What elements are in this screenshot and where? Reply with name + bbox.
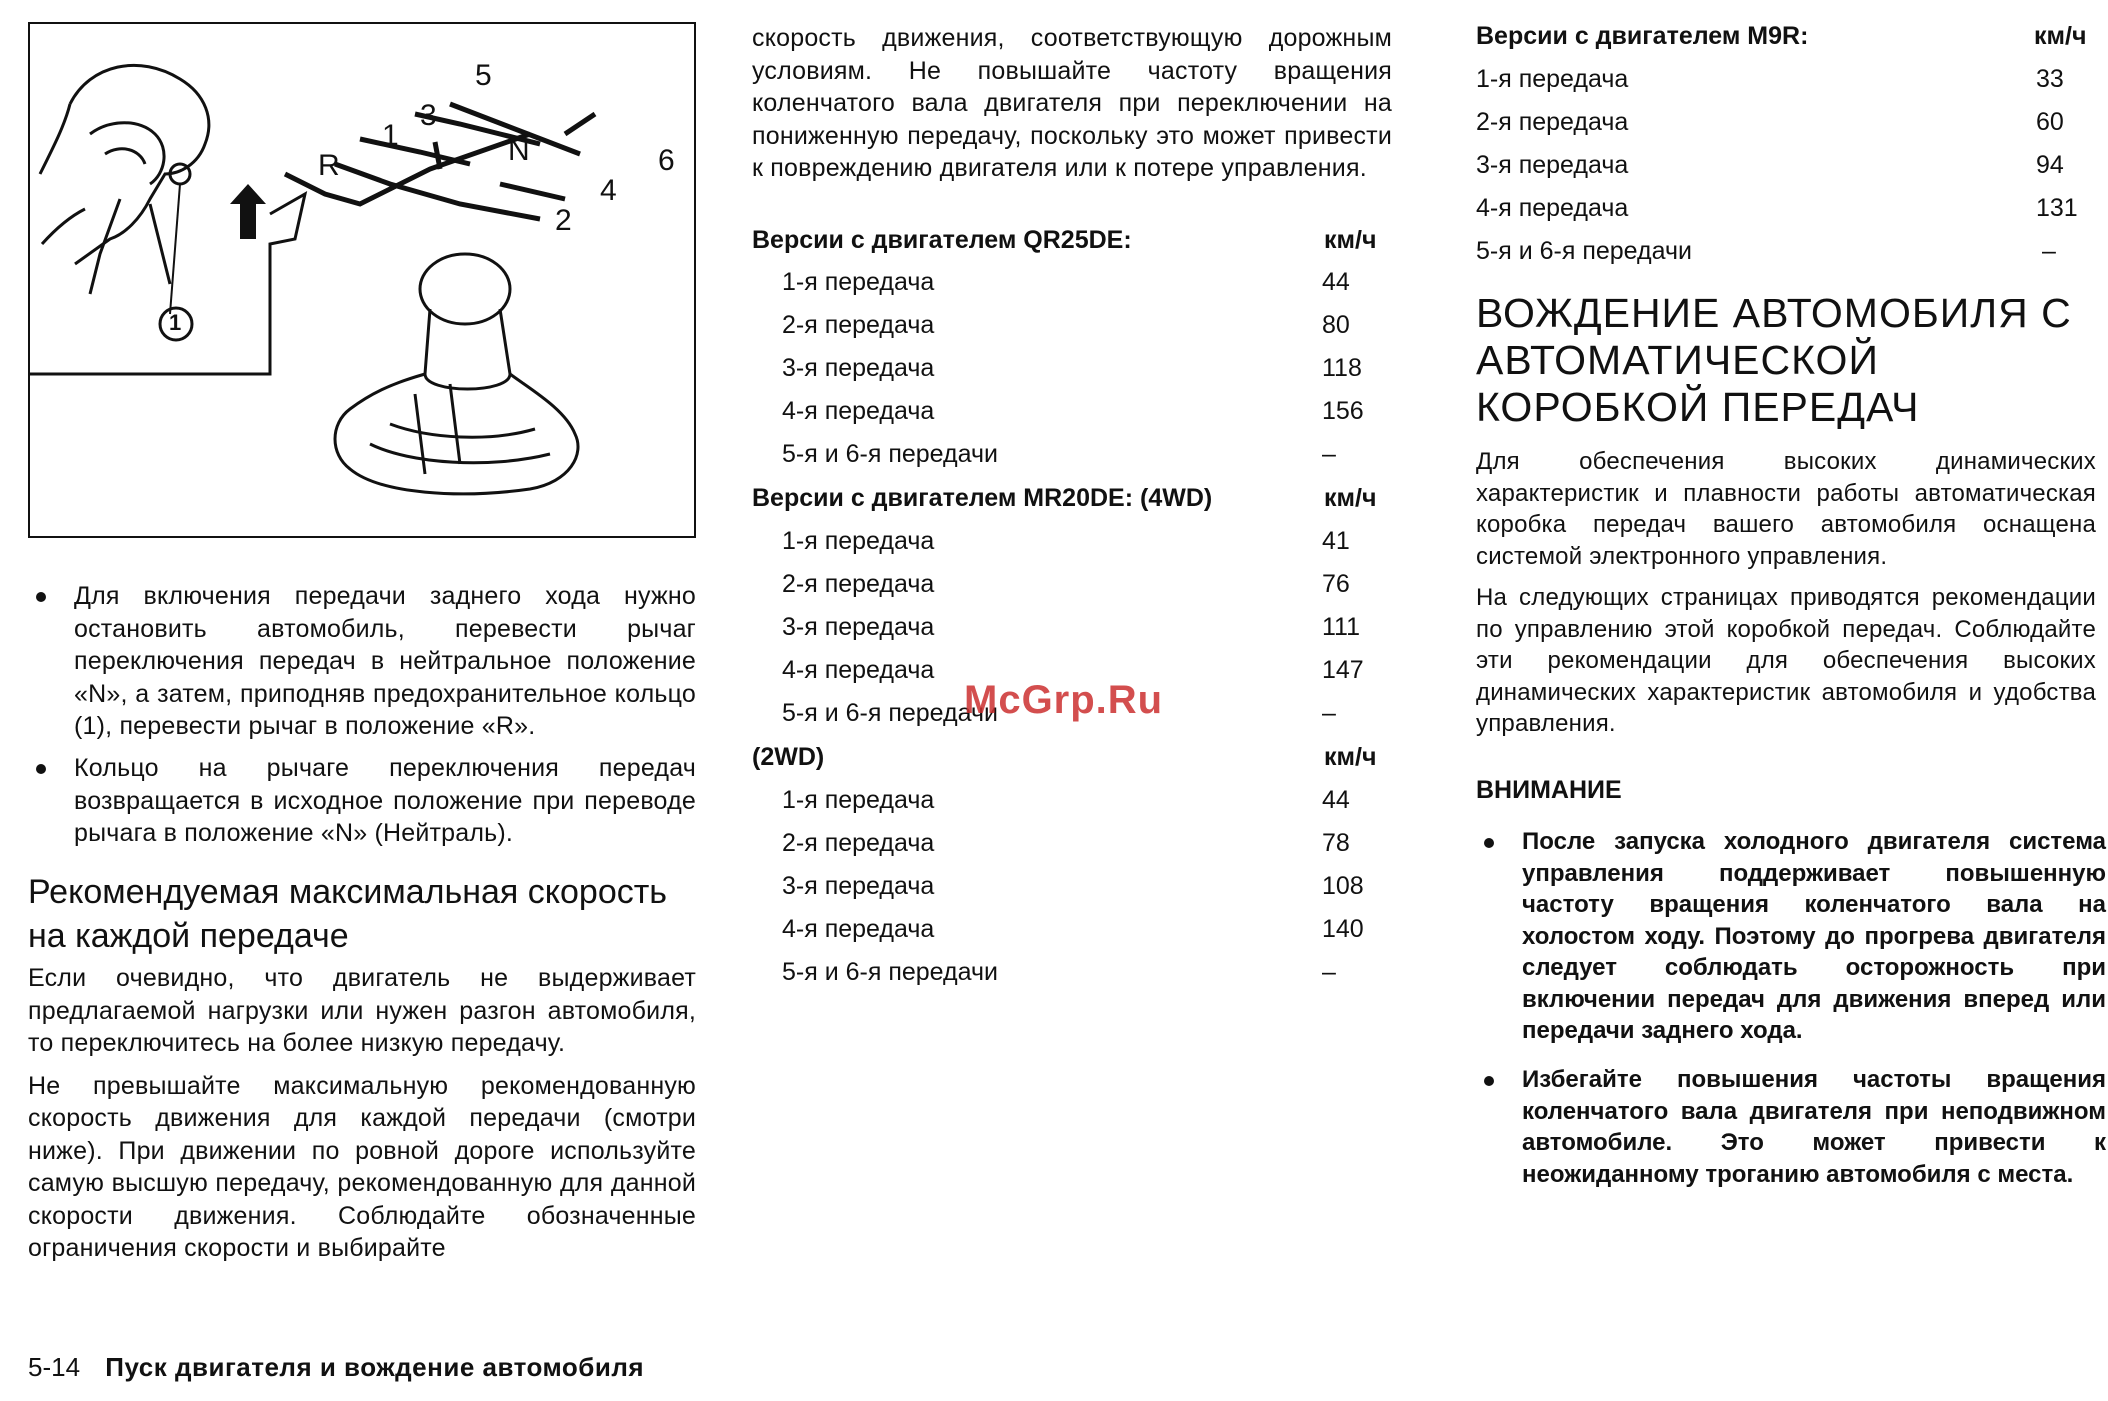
- speed-value: 108: [1322, 872, 1364, 900]
- speed-value: 80: [1322, 311, 1350, 339]
- table-row: 1-я передача: [782, 268, 935, 296]
- speed-value: 156: [1322, 397, 1364, 425]
- table-heading: Версии с двигателем QR25DE: км/ч: [752, 226, 1377, 254]
- list-item: [28, 752, 696, 850]
- gear-shift-illustration: [28, 22, 696, 538]
- table-row: 4-я передача: [1476, 194, 1629, 222]
- intro-text: скорость движения, соответствующую дорожным условиям. Не повышайте частоту вращения коленчатого вала двигателя при переключении на пониженную передачу, поскольку это может привести к повреждению двигателя или к потере управления.: [752, 24, 1392, 182]
- bullet-text: Для включения передачи заднего хода нужно остановить автомобиль, перевести рычаг переключения передач в нейтральное положение «N», а затем, приподняв предохранительное кольцо (1), перевести рычаг в положение «R».: [74, 582, 696, 740]
- speed-value: 76: [1322, 570, 1350, 598]
- shift-knob-icon: [335, 254, 578, 494]
- speed-value: 147: [1322, 656, 1364, 684]
- gear-label-5: 5: [475, 59, 492, 92]
- gear-label-2: 2: [555, 204, 572, 237]
- speed-value: 33: [2036, 65, 2064, 93]
- bullet-icon: [36, 592, 46, 602]
- body-text: [1476, 446, 2096, 750]
- table-row: 5-я и 6-я передачи: [782, 699, 998, 727]
- paragraph: Если очевидно, что двигатель не выдерживает предлагаемой нагрузки или нужен разгон автомобиля, то переключитесь на более низкую передачу.: [28, 964, 696, 1057]
- speed-value: –: [1322, 958, 1336, 986]
- callout-number: 1: [169, 310, 182, 335]
- speed-value: 118: [1322, 354, 1362, 382]
- section-subheading: Рекомендуемая максимальная скорость на каждой передаче: [28, 873, 668, 955]
- bullet-icon: [1484, 1076, 1494, 1086]
- bullet-icon: [36, 764, 46, 774]
- table-row: 2-я передача: [782, 311, 935, 339]
- gear-label-n: N: [508, 134, 530, 167]
- bullet-icon: [1484, 838, 1494, 848]
- table-heading: Версии с двигателем M9R: км/ч: [1476, 22, 2087, 50]
- table-row: 5-я и 6-я передачи: [782, 440, 998, 468]
- speed-value: 44: [1322, 786, 1350, 814]
- speed-value: 60: [2036, 108, 2064, 136]
- table-row: 2-я передача: [1476, 108, 1629, 136]
- paragraph: Не превышайте максимальную рекомендованную скорость движения для каждой передачи (смотри ниже). При движении по ровной дороге используйте самую высшую передачу, рекомендованную для данной скорости движения. Соблюдайте обозначенные ограничения скорости и выбирайте: [28, 1071, 696, 1262]
- table-heading: Версии с двигателем MR20DE: (4WD) км/ч: [752, 484, 1377, 512]
- table-row: 3-я передача: [782, 354, 935, 382]
- table-row: 1-я передача: [1476, 65, 1629, 93]
- page-number: 5-14: [28, 1352, 81, 1382]
- warning-text: Избегайте повышения частоты вращения коленчатого вала двигателя при неподвижном автомобиле. Это может привести к неожиданному троганию автомобиля с места.: [1522, 1066, 2106, 1188]
- speed-value: 140: [1322, 915, 1364, 943]
- speed-value: 41: [1322, 527, 1350, 555]
- paragraph: На следующих страницах приводятся рекомендации по управлению этой коробкой передач. Соблюдайте эти рекомендации для обеспечения высоких динамических характеристик автомобиля и удобства управления.: [1476, 584, 2096, 737]
- speed-value: 78: [1322, 829, 1350, 857]
- table-row: 3-я передача: [1476, 151, 1629, 179]
- list-item: [28, 580, 696, 743]
- table-row: 1-я передача: [782, 527, 935, 555]
- table-row: 5-я и 6-я передачи: [1476, 237, 1692, 265]
- unit-label: км/ч: [2034, 22, 2087, 50]
- speed-value: –: [1322, 440, 1336, 468]
- table-row: 5-я и 6-я передачи: [782, 958, 998, 986]
- unit-label: км/ч: [1324, 743, 1377, 771]
- table-row: 1-я передача: [782, 786, 935, 814]
- list-item: [1476, 1064, 2106, 1190]
- gear-label-4: 4: [600, 174, 617, 207]
- bullet-text: Кольцо на рычаге переключения передач возвращается в исходное положение при переводе рычага в положение «N» (Нейтраль).: [74, 754, 696, 847]
- gear-label-r: R: [318, 149, 340, 182]
- hand-icon: [40, 65, 209, 294]
- gear-label-1: 1: [382, 119, 399, 152]
- table-row: 4-я передача: [782, 656, 935, 684]
- up-arrow-icon: [230, 184, 266, 239]
- section-heading: ВОЖДЕНИЕ АВТОМОБИЛЯ С АВТОМАТИЧЕСКОЙ КОРОБКОЙ ПЕРЕДАЧ: [1476, 290, 2072, 430]
- watermark: McGrp.Ru: [964, 678, 1164, 722]
- list-item: [1476, 826, 2106, 1047]
- table-row: 2-я передача: [782, 570, 935, 598]
- gear-label-6: 6: [658, 144, 675, 177]
- gear-shift-drawing: [30, 24, 698, 540]
- speed-value: –: [1322, 699, 1336, 727]
- body-text: [28, 962, 696, 1275]
- gear-label-3: 3: [420, 99, 437, 132]
- table-row: 3-я передача: [782, 613, 935, 641]
- unit-label: км/ч: [1324, 484, 1377, 512]
- speed-value: 94: [2036, 151, 2064, 179]
- table-row: 4-я передача: [782, 915, 935, 943]
- speed-value: 111: [1322, 613, 1361, 641]
- unit-label: км/ч: [1324, 226, 1377, 254]
- table-row: 4-я передача: [782, 397, 935, 425]
- warning-text: После запуска холодного двигателя система управления поддерживает повышенную частоту вращения коленчатого вала на холостом ходу. Поэтому до прогрева двигателя следует соблюдать осторожность при включении передач для движения вперед или передачи заднего хода.: [1522, 828, 2106, 1044]
- warning-title: ВНИМАНИЕ: [1476, 776, 1622, 804]
- speed-value: 44: [1322, 268, 1350, 296]
- speed-value: –: [2042, 237, 2056, 265]
- page-footer: [28, 1352, 644, 1383]
- paragraph: Для обеспечения высоких динамических характеристик и плавности работы автоматическая коробка передач вашего автомобиля оснащена системой электронного управления.: [1476, 448, 2096, 570]
- table-row: 3-я передача: [782, 872, 935, 900]
- footer-title: Пуск двигателя и вождение автомобиля: [105, 1352, 645, 1382]
- table-row: 2-я передача: [782, 829, 935, 857]
- speed-value: 131: [2036, 194, 2078, 222]
- table-heading: (2WD) км/ч: [752, 743, 1377, 771]
